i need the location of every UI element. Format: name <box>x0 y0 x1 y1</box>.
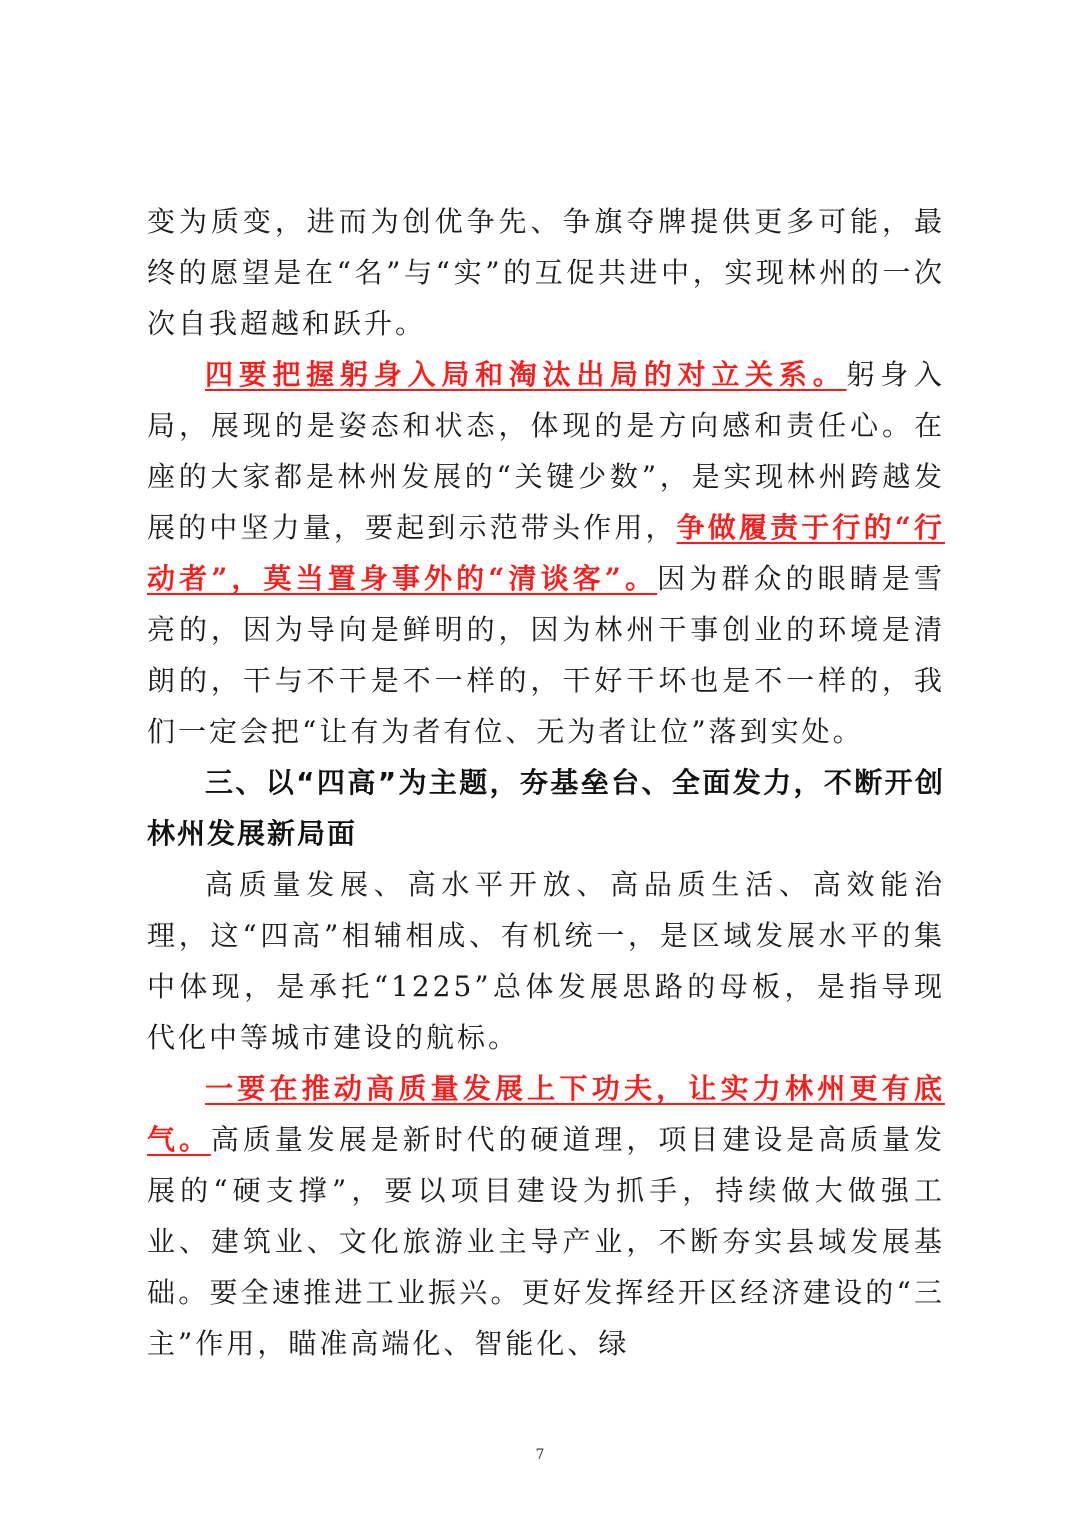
paragraph-text: 高质量发展是新时代的硬道理，项目建设是高质量发展的“硬支撑”，要以项目建设为抓手，持续做大做强工业、建筑业、文化旅游业主导产业，不断夯实县域发展基础。要全速推进工业振兴。更好发挥经开区经济建设的“三主”作用，瞄准高端化、智能化、绿 <box>147 1123 945 1360</box>
document-body <box>147 196 945 1369</box>
paragraph-four-highs <box>147 859 945 1063</box>
section-heading: 三、以“四高”为主题，夯基垒台、全面发力，不断开创林州发展新局面 <box>147 766 945 850</box>
highlighted-point-title: 一要在推动高质量发展上下功夫，让实力林州更有底气。 <box>147 1072 945 1156</box>
paragraph-text: 因为群众的眼睛是雪亮的，因为导向是鲜明的，因为林州干事创业的环境是清朗的，干与不干是不一样的，干好干坏也是不一样的，我们一定会把“让有为者有位、无为者让位”落到实处。 <box>147 562 945 748</box>
paragraph-text: 躬身入局，展现的是姿态和状态，体现的是方向感和责任心。在座的大家都是林州发展的“关键少数”，是实现林州跨越发展的中坚力量，要起到示范带头作用， <box>147 358 945 544</box>
highlighted-point-title: 四要把握躬身入局和淘汰出局的对立关系。 <box>205 358 847 391</box>
paragraph-point-one <box>147 1063 945 1369</box>
paragraph-point-four <box>147 349 945 757</box>
paragraph-continuation <box>147 196 945 349</box>
page-number: 7 <box>535 1447 545 1463</box>
highlighted-phrase: 争做履责于行的“行动者”，莫当置身事外的“清谈客”。 <box>147 511 945 595</box>
paragraph-text: 变为质变，进而为创优争先、争旗夺牌提供更多可能，最终的愿望是在“名”与“实”的互促共进中，实现林州的一次次自我超越和跃升。 <box>147 205 945 340</box>
paragraph-text: 高质量发展、高水平开放、高品质生活、高效能治理，这“四高”相辅相成、有机统一，是区域发展水平的集中体现，是承托“1225”总体发展思路的母板，是指导现代化中等城市建设的航标。 <box>147 868 945 1054</box>
